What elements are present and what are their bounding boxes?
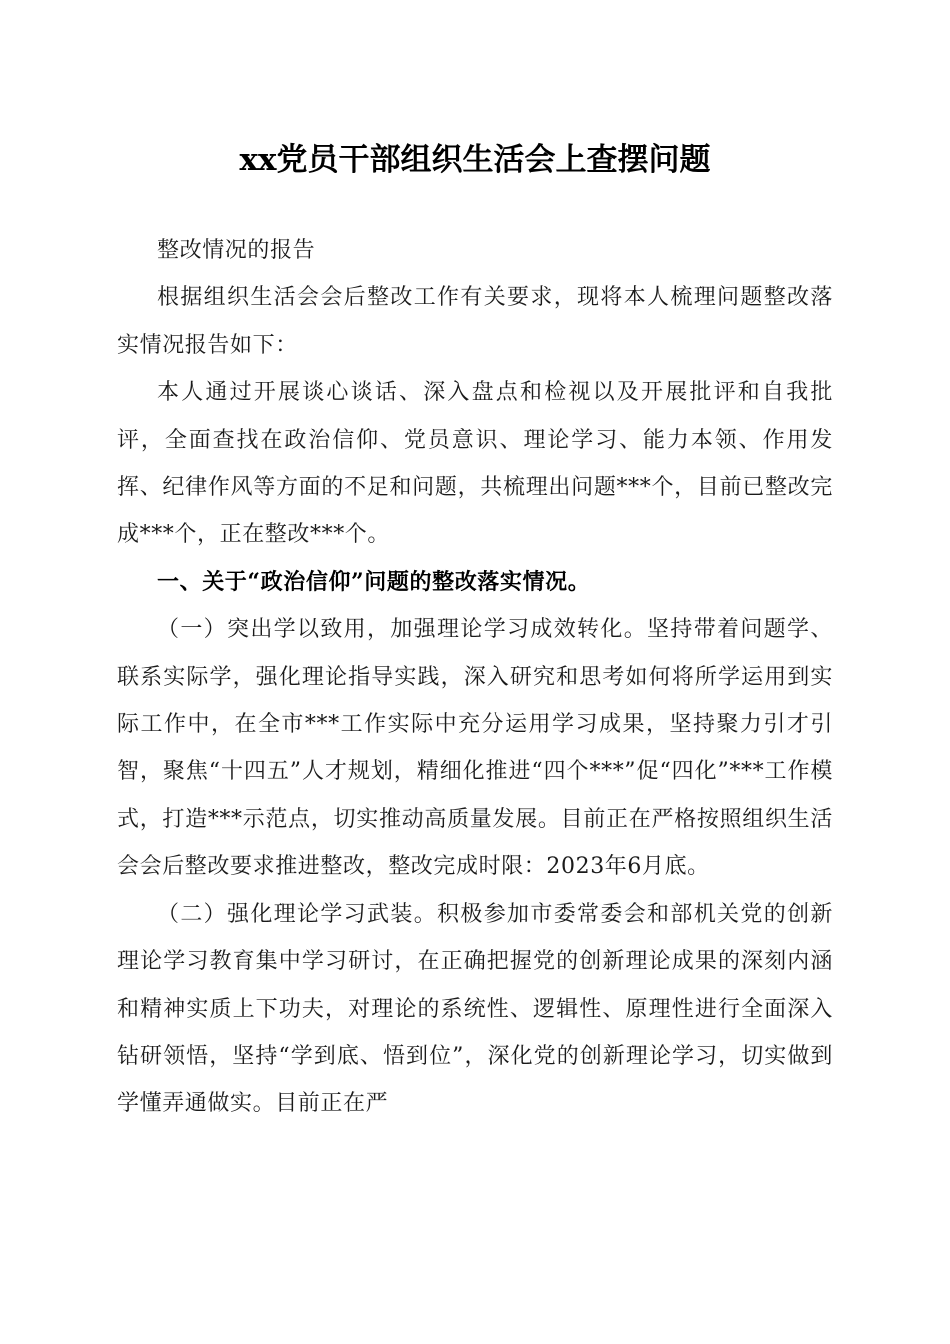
paragraph-report-title [117,227,833,274]
paragraph-text: 一、关于“政治信仰”问题的整改落实情况。 [157,568,591,595]
paragraph-text: 坚持带着问题学、联系实际学，强化理论指导实践，深入研究和思考如何将所学运用到实际工作中，在全市***工作实际中充分运用学习成果，坚持聚力引才引智，聚焦“十四五”人才规划，精细化推进“四个***”促“四化”***工作模式，打造***示范点，切实推动高质量发展。目前正在严格按照组织生活会会后整改要求推进整改，整改完成时限：2023年6月底。 [117,617,833,880]
paragraph-lead: （一）突出学以致用，加强理论学习成效转化。 [157,617,648,643]
paragraph-item-1 [117,606,833,890]
paragraph-item-2 [117,891,833,1128]
paragraph-summary [117,369,833,559]
paragraph-text: 整改情况的报告 [157,238,316,263]
paragraph-intro [117,274,833,369]
section-heading [117,559,833,606]
paragraph-text: 根据组织生活会会后整改工作有关要求，现将本人梳理问题整改落实情况报告如下： [117,285,833,358]
paragraph-lead: （二）强化理论学习武装。 [157,901,438,927]
paragraph-text: 积极参加市委常委会和部机关党的创新理论学习教育集中学习研讨，在正确把握党的创新理论成果的深刻内涵和精神实质上下功夫，对理论的系统性、逻辑性、原理性进行全面深入钻研领悟，坚持“学到底、悟到位”，深化党的创新理论学习，切实做到学懂弄通做实。目前正在严 [117,901,834,1117]
document-title: xx党员干部组织生活会上查摆问题 [239,142,711,178]
paragraph-text: 本人通过开展谈心谈话、深入盘点和检视以及开展批评和自我批评，全面查找在政治信仰、党员意识、理论学习、能力本领、作用发挥、纪律作风等方面的不足和问题，共梳理出问题***个，目前已整改完成***个，正在整改***个。 [117,380,833,548]
document-body [117,227,833,1128]
